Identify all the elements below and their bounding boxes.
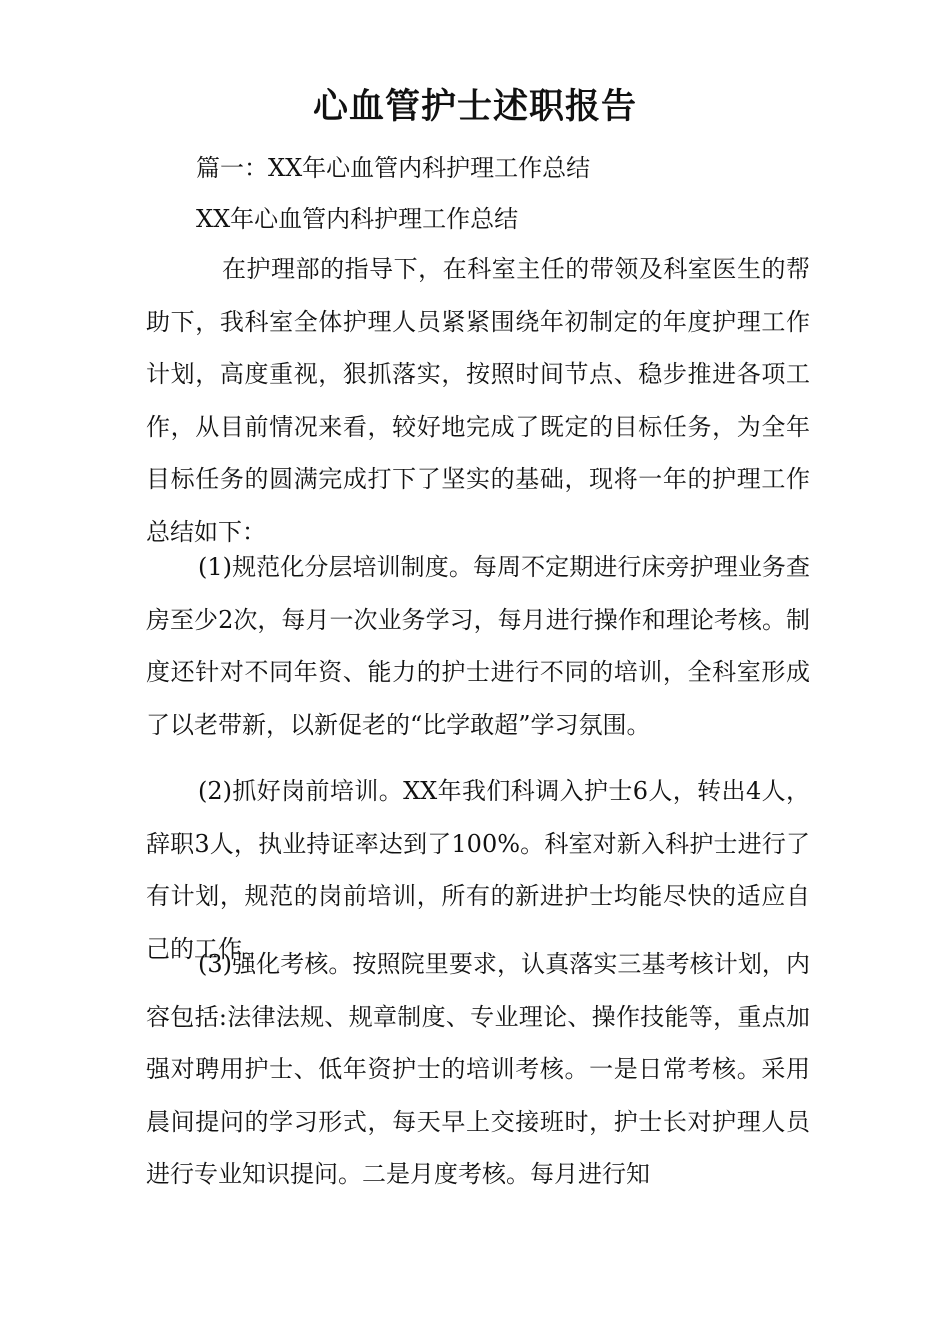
section-heading: 篇一：XX年心血管内科护理工作总结 <box>196 154 591 182</box>
document-title: 心血管护士述职报告 <box>312 86 637 127</box>
paragraph-intro: 在护理部的指导下，在科室主任的带领及科室医生的帮助下，我科室全体护理人员紧紧围绕年初制定的年度护理工作计划，高度重视，狠抓落实，按照时间节点、稳步推进各项工作，从目前情况来看，较好地完成了既定的目标任务，为全年目标任务的圆满完成打下了坚实的基础，现将一年的护理工作总结如下： <box>146 255 810 546</box>
paragraph-item-3: (3)强化考核。按照院里要求，认真落实三基考核计划，内容包括:法律法规、规章制度、专业理论、操作技能等，重点加强对聘用护士、低年资护士的培训考核。一是日常考核。采用晨间提问的学习形式，每天早上交接班时，护士长对护理人员进行专业知识提问。二是月度考核。每月进行知 <box>146 950 810 1189</box>
paragraph-item-1: (1)规范化分层培训制度。每周不定期进行床旁护理业务查房至少2次，每月一次业务学习，每月进行操作和理论考核。制度还针对不同年资、能力的护士进行不同的培训，全科室形成了以老带新，以新促老的“比学敢超”学习氛围。 <box>146 553 810 739</box>
paragraph-item-2: (2)抓好岗前培训。XX年我们科调入护士6人，转出4人，辞职3人，执业持证率达到了100%。科室对新入科护士进行了有计划，规范的岗前培训，所有的新进护士均能尽快的适应自己的工作。 <box>146 777 810 963</box>
sub-heading: XX年心血管内科护理工作总结 <box>196 205 519 233</box>
